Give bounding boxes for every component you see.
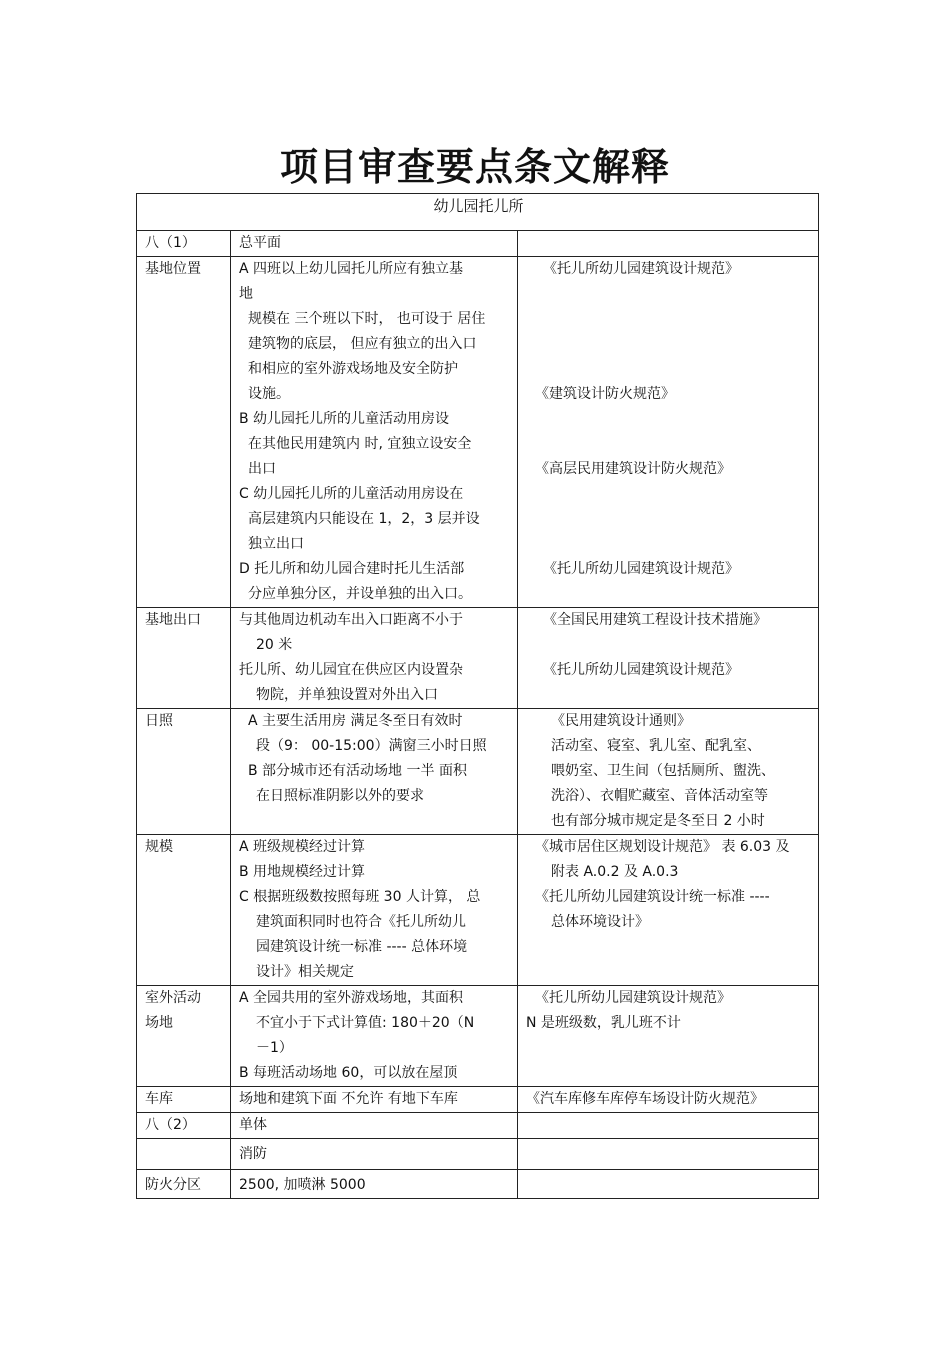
reference-line: 《托儿所幼儿园建筑设计规范》 — [543, 261, 739, 277]
row-label: 防火分区 — [137, 1170, 231, 1199]
row-reference — [518, 986, 819, 1087]
row-label: 基地出口 — [137, 608, 231, 709]
reference-line: 附表 A.0.2 及 A.0.3 — [551, 864, 679, 880]
reference-line: 也有部分城市规定是冬至日 2 小时 — [551, 813, 765, 829]
row-label — [137, 986, 231, 1087]
table-row — [137, 986, 819, 1087]
reference-line: 洗浴）、衣帽贮藏室、音体活动室等 — [551, 788, 768, 804]
text-line: 园建筑设计统一标准 ---- 总体环境 — [256, 939, 468, 955]
text-line: B 用地规模经过计算 — [239, 864, 366, 880]
row-reference — [518, 709, 819, 835]
text-line: C 幼儿园托儿所的儿童活动用房设在 — [239, 486, 464, 502]
row-content: 总平面 — [231, 231, 518, 257]
text-line: 高层建筑内只能设在 1，2，3 层并设 — [248, 511, 480, 527]
row-reference — [518, 1139, 819, 1170]
reference-line: 活动室、寝室、乳儿室、配乳室、 — [551, 738, 761, 754]
text-line: 分应单独分区，并设单独的出入口。 — [248, 586, 472, 602]
row-reference — [518, 608, 819, 709]
review-table — [136, 193, 819, 1199]
row-content: 消防 — [231, 1139, 518, 1170]
row-reference — [518, 835, 819, 986]
row-content: 2500, 加喷淋 5000 — [231, 1170, 518, 1199]
text-line: B 每班活动场地 60，可以放在屋顶 — [239, 1065, 458, 1081]
text-line: 在其他民用建筑内 时, 宜独立设安全 — [248, 436, 472, 452]
text-line: A 全园共用的室外游戏场地，其面积 — [239, 990, 464, 1006]
text-line: 建筑面积同时也符合《托儿所幼儿 — [256, 914, 466, 930]
reference-line: N 是班级数，乳儿班不计 — [526, 1015, 681, 1031]
reference-line: 《托儿所幼儿园建筑设计规范》 — [543, 561, 739, 577]
text-line: 场地 — [145, 1015, 173, 1031]
row-label: 八（1） — [137, 231, 231, 257]
row-reference — [518, 1170, 819, 1199]
table-row — [137, 1087, 819, 1113]
row-reference — [518, 1113, 819, 1139]
text-line: D 托儿所和幼儿园合建时托儿生活部 — [239, 561, 465, 577]
reference-line: 《高层民用建筑设计防火规范》 — [535, 461, 731, 477]
reference-line: 《全国民用建筑工程设计技术措施》 — [543, 612, 767, 628]
row-label: 日照 — [137, 709, 231, 835]
text-line: 地 — [239, 286, 253, 302]
reference-line: 《托儿所幼儿园建筑设计规范》 — [535, 990, 731, 1006]
row-content — [231, 709, 518, 835]
row-reference — [518, 257, 819, 608]
reference-line: 喂奶室、卫生间（包括厕所、盥洗、 — [551, 763, 775, 779]
reference-line: 《城市居住区规划设计规范》 表 6.03 及 — [535, 839, 790, 855]
reference-line: 《托儿所幼儿园建筑设计统一标准 ---- — [535, 889, 770, 905]
text-line: 独立出口 — [248, 536, 304, 552]
reference-line: 《托儿所幼儿园建筑设计规范》 — [543, 662, 739, 678]
text-line: 20 米 — [256, 637, 293, 653]
row-content — [231, 835, 518, 986]
section-title: 幼儿园托儿所 — [137, 194, 819, 231]
text-line: 托儿所、幼儿园宜在供应区内设置杂 — [239, 662, 463, 678]
text-line: 设施。 — [248, 386, 290, 402]
text-line: 出口 — [248, 461, 276, 477]
row-content: 单体 — [231, 1113, 518, 1139]
text-line: 物院，并单独设置对外出入口 — [256, 687, 438, 703]
row-label — [137, 1139, 231, 1170]
row-content: 场地和建筑下面 不允许 有地下车库 — [231, 1087, 518, 1113]
table-row — [137, 257, 819, 608]
text-line: B 幼儿园托儿所的儿童活动用房设 — [239, 411, 450, 427]
text-line: 不宜小于下式计算值: 180＋20（N — [256, 1015, 475, 1031]
document-title: 项目审查要点条文解释 — [279, 144, 670, 189]
text-line: －1） — [256, 1040, 293, 1056]
text-line: C 根据班级数按照每班 30 人计算， 总 — [239, 889, 481, 905]
text-line: 室外活动 — [145, 990, 201, 1006]
row-label: 车库 — [137, 1087, 231, 1113]
table-row — [137, 608, 819, 709]
text-line: 与其他周边机动车出入口距离不小于 — [239, 612, 463, 628]
text-line: A 四班以上幼儿园托儿所应有独立基 — [239, 261, 464, 277]
table-section-header — [137, 194, 819, 231]
text-line: 设计》相关规定 — [256, 964, 354, 980]
row-reference: 《汽车库修车库停车场设计防火规范》 — [518, 1087, 819, 1113]
row-content — [231, 257, 518, 608]
reference-line: 《民用建筑设计通则》 — [551, 713, 691, 729]
table-row — [137, 1139, 819, 1170]
table-row — [137, 1113, 819, 1139]
row-label: 八（2） — [137, 1113, 231, 1139]
row-label: 规模 — [137, 835, 231, 986]
text-line: A 主要生活用房 满足冬至日有效时 — [248, 713, 463, 729]
reference-line: 总体环境设计》 — [551, 914, 649, 930]
row-content — [231, 986, 518, 1087]
reference-line: 《建筑设计防火规范》 — [535, 386, 675, 402]
text-line: B 部分城市还有活动场地 一半 面积 — [248, 763, 467, 779]
text-line: 和相应的室外游戏场地及安全防护 — [248, 361, 458, 377]
text-line: 段（9： 00-15:00）满窗三小时日照 — [256, 738, 487, 754]
table-row — [137, 709, 819, 835]
table-row — [137, 1170, 819, 1199]
row-content — [231, 608, 518, 709]
table-row — [137, 835, 819, 986]
row-reference — [518, 231, 819, 257]
table-row — [137, 231, 819, 257]
row-label: 基地位置 — [137, 257, 231, 608]
text-line: 规模在 三个班以下时， 也可设于 居住 — [248, 311, 486, 327]
text-line: 建筑物的底层， 但应有独立的出入口 — [248, 336, 477, 352]
text-line: A 班级规模经过计算 — [239, 839, 366, 855]
text-line: 在日照标准阴影以外的要求 — [256, 788, 424, 804]
